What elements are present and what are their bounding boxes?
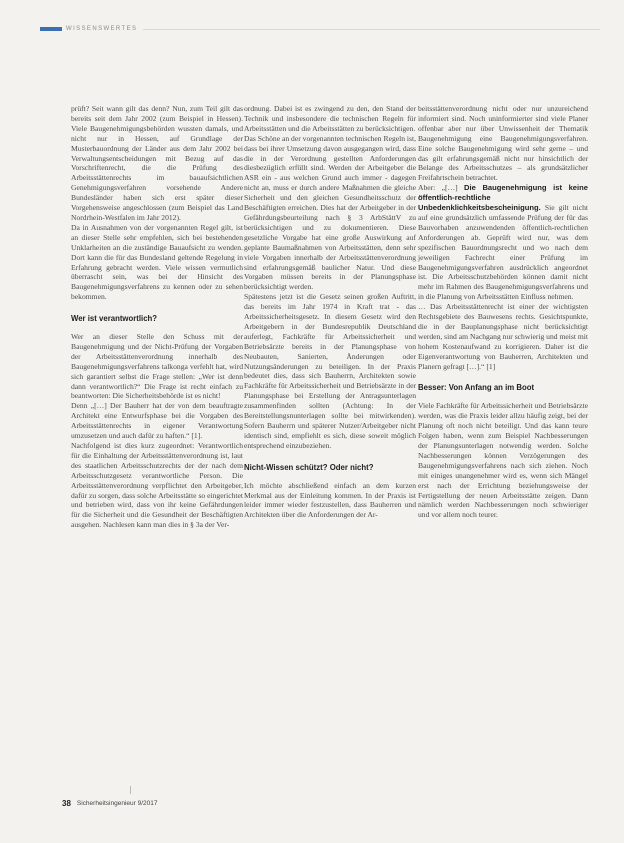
quote-lead: Aber: „[…] [418,183,465,193]
text-column-3 [418,104,588,520]
section-label: WISSENSWERTES [66,26,138,32]
text-column-2 [244,104,416,520]
paragraph: Denn „[…] Der Bauherr hat der von dem beauftragte Architekt eine Entwurfsphase bei die Vorgaben des Arbeitsstättenrechts in eigener Verantwortung umzusetzen und auch dafür zu haften.“ [1]. [71,401,243,441]
paragraph: … Das Arbeitsstättenrecht ist einer der wichtigsten Rechtsgebiete des Bauwesens rechts. Gesichtspunkte, die in der Bauplanungsphase nicht berücksichtigt werden, sind am Nachgang nur schwierig und meist mit hohem Kostenaufwand zu korrigieren. Daher ist die Eigenverantwortung von Bauherren, Architekten und Planern gefragt […].“ [1] [418,302,588,371]
paragraph: beitsstättenverordnung nicht oder nur unzureichend informiert sind. Noch uninformierter sind viele Planer offenbar aber nur über Unwissenheit der Thematik Baugenehmigung eine Baugenehmigungsverfahren. Eine solche Baugenehmigung wird sehr gerne – und das gilt erfahrungsgemäß nicht nur hinsichtlich der Belange des Arbeitsschutzes – als grundsätzlicher Freifahrtschein betrachtet. [418,104,588,183]
publication-name: Sicherheitsingenieur 9/2017 [76,800,158,807]
paragraph: Ich möchte abschließend einfach an dem kurzen Merkmal aus der Einleitung kommen. In der Praxis ist leider immer wieder festzustellen, dass Bauherren und Architekten über die Anforderungen der Ar- [244,480,416,520]
section-heading: Besser: Von Anfang an im Boot [418,383,535,393]
section-heading: Wer ist verantwortlich? [71,314,158,324]
header-rule [143,29,600,30]
quote-emphasis: Die Baugenehmigung ist keine öffentlich-rechtliche Unbedenklichkeitsbescheinigung. [418,183,588,213]
paragraph: Das Schöne an der vorgenannten technischen Regeln ist, dass bei ihrer Umsetzung davon ausgegangen wird, dass die in der Verordnung gestellten Anforderungen diesbezüglich erfüllt sind. Werden der Arbeitgeber die ASR ein - aus welchen Grund auch immer - dagegen nicht an, muss er durch andere Maßnahmen die gleiche Sicherheit und den gleichen Gesundheitsschutz der Beschäftigten erreichen. Dies hat der Arbeitgeber in der Gefährdungsbeurteilung nach § 3 ArbStättV zu berücksichtigen und zu dokumentieren. Diese gesetzliche Vorgabe hat eine große Auswirkung auf geplante Baumaßnahmen von Arbeitsstätten, denn sehr viele Vorgaben innerhalb der Arbeitsstättenverordnung sind erfahrungsgemäß baulicher Natur. Und diese Vorgaben müssen bereits in der Planungsphase berücksichtigt werden. [244,133,416,292]
paragraph-quote [418,183,588,302]
crop-mark [130,786,131,794]
section-heading: Nicht-Wissen schützt? Oder nicht? [244,462,374,472]
section-marker [40,27,62,31]
paragraph: Wer an dieser Stelle den Schuss mit der Baugenehmigung und der Nicht-Prüfung der Vorgaben der Arbeitsstättenverordnung innerhalb des Baugenehmigungsverfahrens talkonga verfehlt hat, wird sich garantiert selbst die Frage stellen: „Wer ist denn dann verantwortlich?“ Die Frage ist recht einfach zu beantworten: Die Sicherheitsbehörde ist es nicht! [71,332,243,401]
quote-rest: Sie gilt nicht auf eine grundsätzlich umfassende Prüfung der für das Bauvorhaben anzuwendenden öffentlich-rechtlichen Anforderungen ab. Geprüft wird nur, was dem spezifischen Bauordnungsrecht und wo nach dem jeweiligen Fachrecht einer Prüfung im Baugenehmigungsverfahren ausdrücklich angeordnet ist. Die Arbeitsschutzbehörden können damit nicht mehr im Rahmen des Baugenehmigungsverfahrens und in die Planung von Arbeitsstätten Einfluss nehmen. [418,203,588,302]
section-header [40,24,600,34]
paragraph: Da in Ausnahmen von der vorgenannten Regel gilt, ist an dieser Stelle sehr empfehlen, sich bei bestehenden Unklarheiten an die zuständige Bauaufsicht zu wenden. Dort kann die für das Bundesland geltende Regelung in Erfahrung gebracht werden. Viele wissen vermutlich überrascht sein, was bei der Hinsicht des Baugenehmigungsverfahrens zu kennen oder zu sehen bekommen. [71,222,243,302]
paragraph: ordnung. Dabei ist es zwingend zu den, den Stand der Technik und insbesondere die technischen Regeln für Arbeitsstätten und die Arbeitsstätten zu berücksichtigen. [244,104,416,133]
page-footer [62,799,158,808]
paragraph: prüft? Seit wann gilt das denn? Nun, zum Teil gilt das bereits seit dem Jahr 2002 (zum Beispiel in Hessen). Viele Baugenehmigungsbehörden wussten damals, und nicht nur in Hessen, auf Grundlage der Musterbauordnung der Länder aus dem Jahr 2002 bei Verwaltungsentscheidungen mit Bezug auf das Vorschriftenrecht, die die Prüfung des Arbeitsstättenrechts im bauaufsichtlichen Genehmigungsverfahren vorsehende Andere Bundesländer haben sich erst später dieser Vorgehensweise angeschlossen (zum Beispiel das Land Nordrhein-Westfalen im Jahr 2012). [71,104,243,222]
paragraph: Nachfolgend ist dies kurz zugeordnet: Verantwortlich für die Einhaltung der Arbeitsstättenverordnung ist, laut des staatlichen Arbeitsschutzrechts der der nach dem Arbeitsschutzgesetz verantwortliche Person. Die Arbeitsstättenverordnung verpflichtet den Arbeitgeber, dafür zu sorgen, dass solche Arbeitsstätte so eingerichtet und betrieben wird, dass von ihr keine Gefährdungen für die Sicherheit und die Gesundheit der Beschäftigten ausgehen. Nachlesen kann man dies in § 3a der Ver- [71,441,243,530]
text-column-1 [71,104,243,530]
paragraph: Spätestens jetzt ist die Gesetz seinen großen Auftritt, das bereits im Jahr 1974 in Kraft trat - das Arbeitssicherheitsgesetz. In diesem Gesetz wird den Arbeitgebern in der Bundesrepublik Deutschland auferlegt, Fachkräfte für Arbeitssicherheit und Betriebsärzte bereits in der Planungsphase von Neubauten, Sanierten, Änderungen oder Nutzungsänderungen zu beteiligen. In der Praxis bedeutet dies, dass sich Bauherrn, Architekten sowie Fachkräfte für Arbeitssicherheit und Betriebsärzte in der Planungsphase bei Erstellung der Antragsunterlagen zusammenfinden sollten (Achtung: In der Bereitstellungsnunterlagen sollte bei mitwirkenden). Sofern Bauherrn und späterer Nutzer/Arbeitgeber nicht identisch sind, empfiehlt es sich, diese soweit möglich entsprechend einzubeziehen. [244,292,416,450]
page-number: 38 [62,799,71,808]
paragraph: Viele Fachkräfte für Arbeitssicherheit und Betriebsärzte werden, was die Praxis leider allzu häufig zeigt, bei der Planung oft noch nicht beteiligt. Und das kann teure Folgen haben, wenn zum Beispiel Nachbesserungen der Planungsunterlagen notwendig werden. Solche Nachbesserungen können Verzögerungen des Baugenehmigungsverfahrens nach sich ziehen. Noch mit einiges unangenehmer wird es, wenn sich Mängel erst nach der Errichtung beziehungsweise der Fertigstellung der neuen Arbeitsstätte zeigen. Dann nämlich werden Nachbesserungen noch schwieriger und vor allem noch teurer. [418,401,588,520]
